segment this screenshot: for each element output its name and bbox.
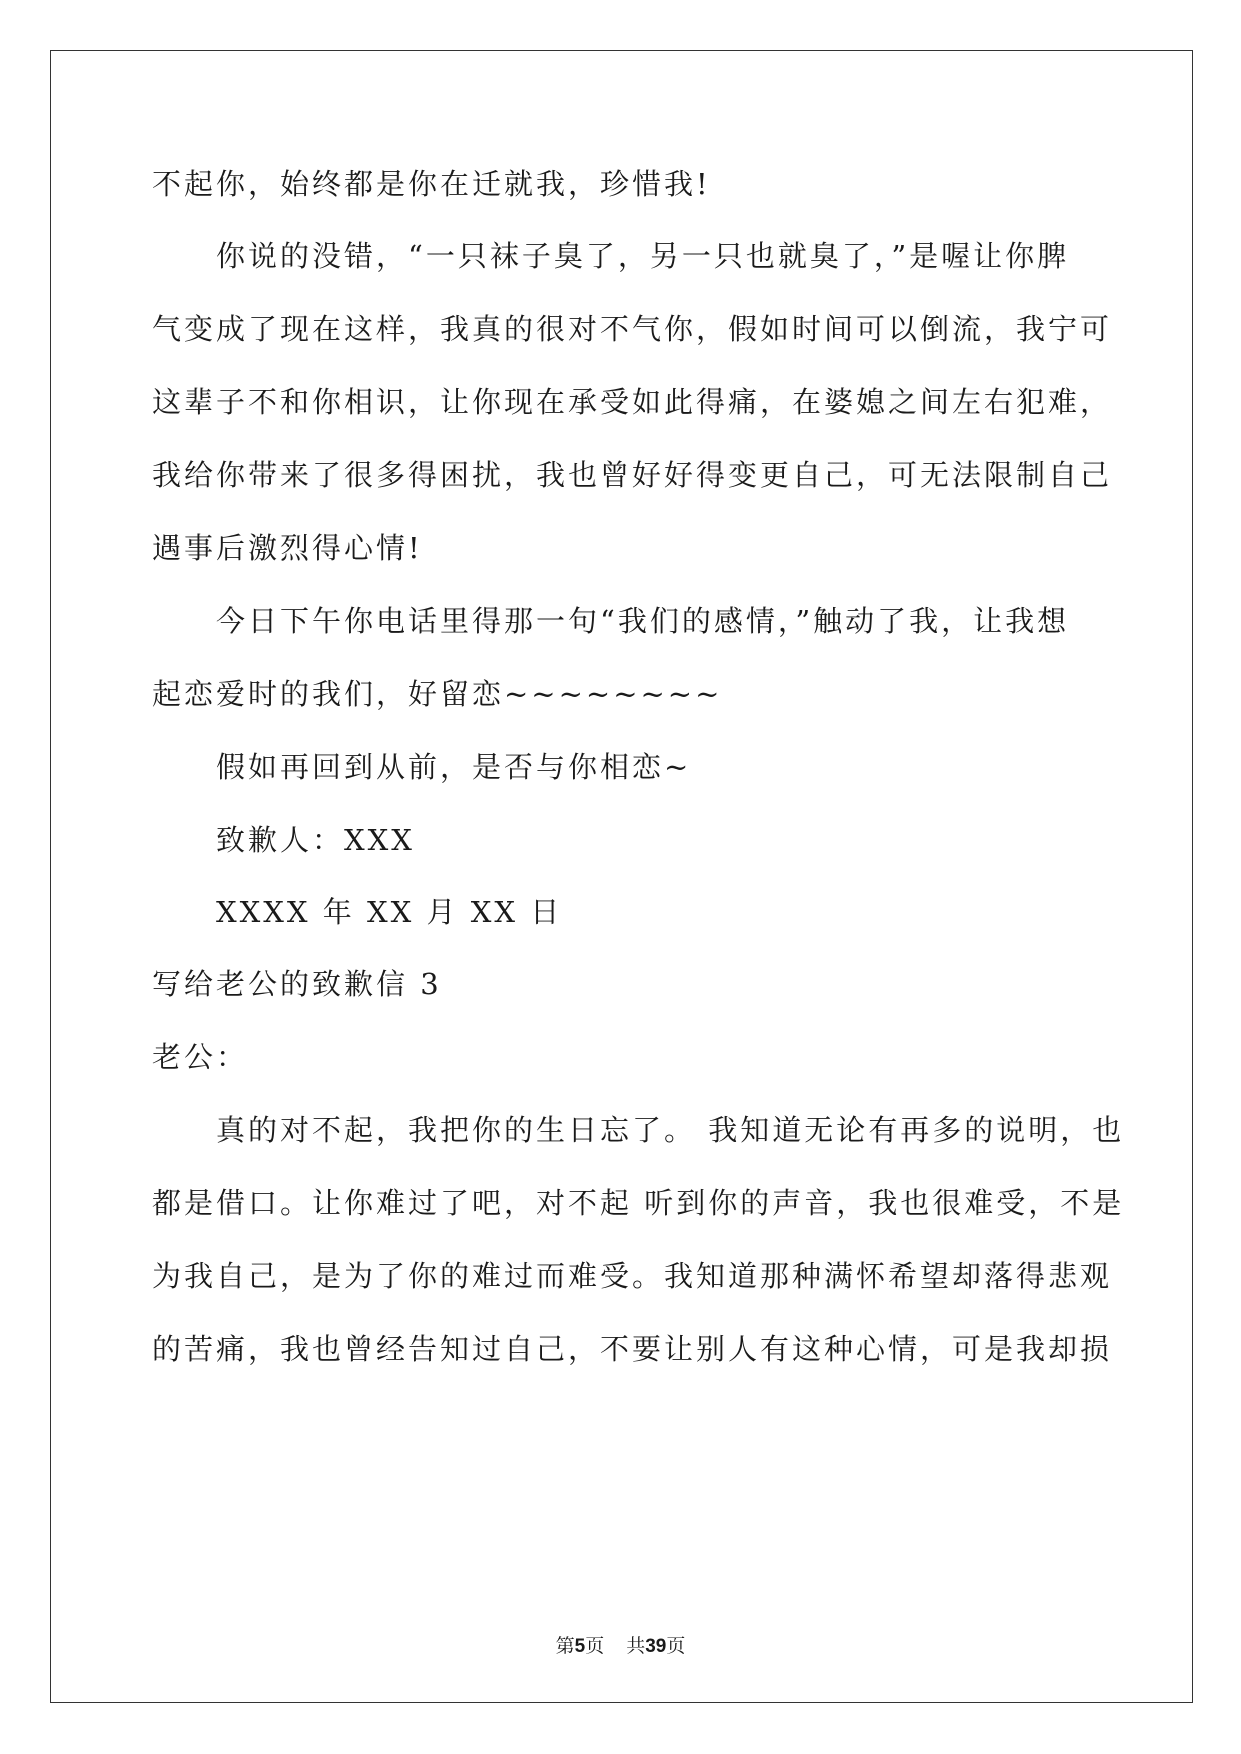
page-prefix: 第: [555, 1635, 575, 1657]
signature: 致歉人：XXX: [216, 823, 415, 857]
text-line: 不起你，始终都是你在迁就我，珍惜我!: [152, 167, 711, 201]
paragraph-start: 今日下午你电话里得那一句“我们的感情，”触动了我，让我想: [216, 604, 1070, 638]
paragraph-start: 假如再回到从前，是否与你相恋~: [216, 750, 692, 784]
paragraph-start: 你说的没错，“一只袜子臭了，另一只也就臭了，”是喔让你脾: [216, 239, 1070, 273]
salutation: 老公：: [152, 1040, 249, 1074]
text-line: 遇事后激烈得心情!: [152, 531, 423, 565]
page-number: 5: [574, 1636, 586, 1657]
text-line: 我给你带来了很多得困扰，我也曾好好得变更自己，可无法限制自己: [152, 458, 1113, 492]
total-pages: 39: [645, 1636, 667, 1657]
text-line: 起恋爱时的我们，好留恋~~~~~~~~: [152, 677, 723, 711]
text-line: 气变成了现在这样，我真的很对不气你，假如时间可以倒流，我宁可: [152, 312, 1113, 346]
text-line: 为我自己，是为了你的难过而难受。我知道那种满怀希望却落得悲观: [152, 1259, 1113, 1293]
page-border: [50, 50, 1193, 1703]
date-line: XXXX 年 XX 月 XX 日: [216, 895, 563, 929]
paragraph-start: 真的对不起，我把你的生日忘了。 我知道无论有再多的说明，也: [216, 1113, 1125, 1147]
total-prefix: 共: [626, 1635, 646, 1657]
section-heading: 写给老公的致歉信 3: [152, 967, 442, 1001]
text-line: 的苦痛，我也曾经告知过自己，不要让别人有这种心情，可是我却损: [152, 1332, 1113, 1366]
text-line: 都是借口。让你难过了吧，对不起 听到你的声音，我也很难受，不是: [152, 1186, 1125, 1220]
text-line: 这辈子不和你相识，让你现在承受如此得痛，在婆媳之间左右犯难，: [152, 385, 1113, 419]
total-suffix: 页: [666, 1635, 686, 1657]
page-suffix: 页: [585, 1635, 605, 1657]
page-footer: [0, 1634, 1241, 1659]
